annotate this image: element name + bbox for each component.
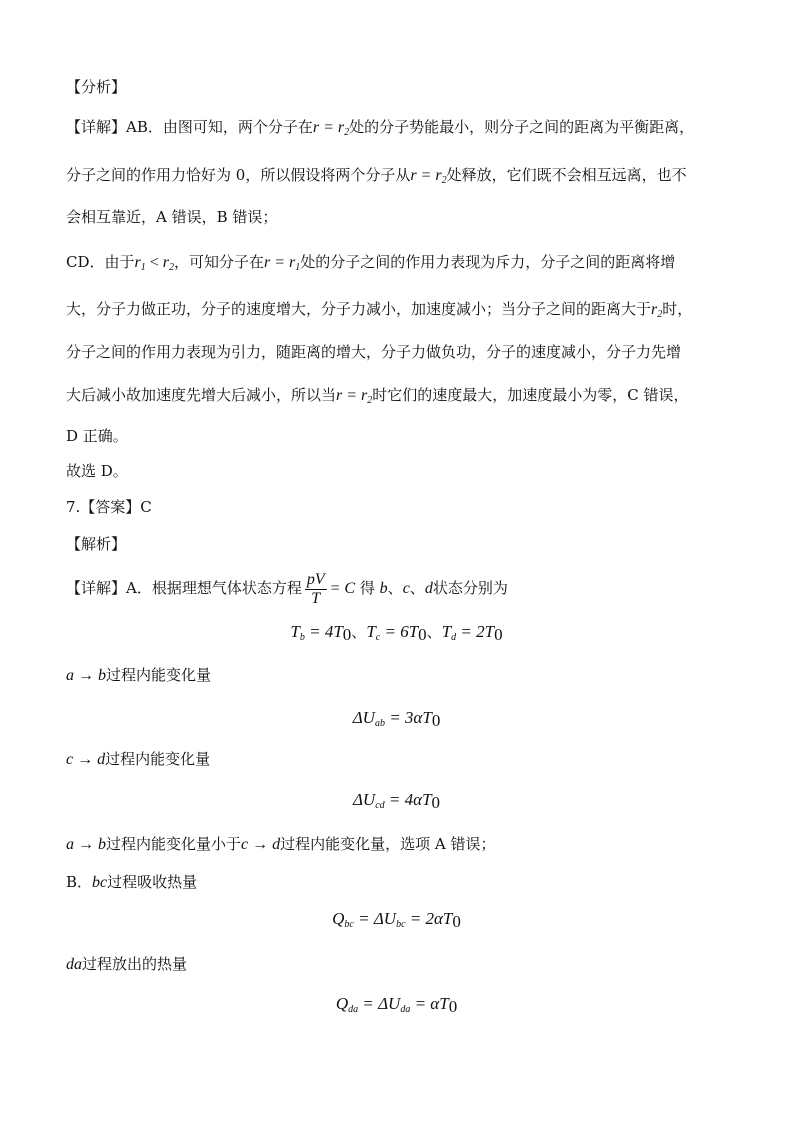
paragraph-b-line1: B．bc过程吸收热量 xyxy=(66,873,198,891)
paragraph-da: da过程放出的热量 xyxy=(66,955,188,973)
paragraph-cd-line3: 分子之间的作用力表现为引力，随距离的增大，分子力做负功，分子的速度减小，分子力先增 xyxy=(66,343,682,361)
math-r-eq-r2: $r = r_2$ xyxy=(312,119,350,138)
paragraph-ab-line2: 分子之间的作用力恰好为 0，所以假设将两个分子从$r = r_2$处释放，它们既不会相互远离，也不 xyxy=(66,166,687,186)
equation-temperatures: $T_b = 4T_0$、$T_c = 6T_0$、$T_d = 2T_0$ xyxy=(290,622,503,644)
math-d: d xyxy=(424,580,433,597)
math-r-eq-r2: $r = r_2$ xyxy=(410,167,447,186)
paragraph-ab-line3: 会相互靠近，A 错误，B 错误； xyxy=(66,208,278,226)
math-r2: $r_2$ xyxy=(651,301,663,320)
math-fraction-pv-over-t: $\frac{pV}{T}$ xyxy=(306,570,325,607)
equation-delta-u-cd: $\Delta U_{cd} = 4\alpha T_0$ xyxy=(352,790,441,812)
math-c: c xyxy=(402,580,410,597)
heading-analysis: 【分析】 xyxy=(66,78,127,96)
paragraph-cd-line5: D 正确。 xyxy=(66,427,128,445)
paragraph-c-to-d: c → d过程内能变化量 xyxy=(66,750,211,768)
math-r1-lt-r2: $r_1 < r_2$ xyxy=(134,254,175,273)
paragraph-a-line1: 【详解】A．根据理想气体状态方程 $\frac{pV}{T}$ = C 得 b、c、d状态分别为 xyxy=(66,570,508,607)
paragraph-ab-line1: 【详解】AB．由图可知，两个分子在$r = r_2$处的分子势能最小，则分子之间的距离为平衡距离， xyxy=(66,118,695,138)
paragraph-a-compare: a → b过程内能变化量小于c → d过程内能变化量，选项 A 错误； xyxy=(66,835,496,853)
paragraph-cd-line4: 大后减小故加速度先增大后减小，所以当$r = r_2$时它们的速度最大，加速度最小为零，C 错误， xyxy=(66,386,689,406)
equation-delta-u-ab: $\Delta U_{ab} = 3\alpha T_0$ xyxy=(352,708,441,730)
math-r-eq-r1: $r = r_1$ xyxy=(264,254,301,273)
equation-q-da: $Q_{da} = \Delta U_{da} = \alpha T_0$ xyxy=(335,994,458,1016)
heading-explanation: 【解析】 xyxy=(66,535,127,553)
math-b: b xyxy=(379,580,388,597)
conclusion-line: 故选 D。 xyxy=(66,462,128,480)
math-eq-c: = C xyxy=(329,580,356,597)
paragraph-cd-line1: CD．由于$r_1 < r_2$，可知分子在$r = r_1$处的分子之间的作用力表现为斥力，分子之间的距离将增 xyxy=(66,253,676,273)
math-r-eq-r2: $r = r_2$ xyxy=(336,387,373,406)
paragraph-a-to-b: a → b过程内能变化量 xyxy=(66,666,212,684)
equation-q-bc: $Q_{bc} = \Delta U_{bc} = 2\alpha T_0$ xyxy=(332,909,461,931)
paragraph-cd-line2: 大，分子力做正功，分子的速度增大，分子力减小，加速度减小；当分子之间的距离大于$r_2$时， xyxy=(66,300,693,320)
answer-heading: 7.【答案】C xyxy=(66,498,152,516)
